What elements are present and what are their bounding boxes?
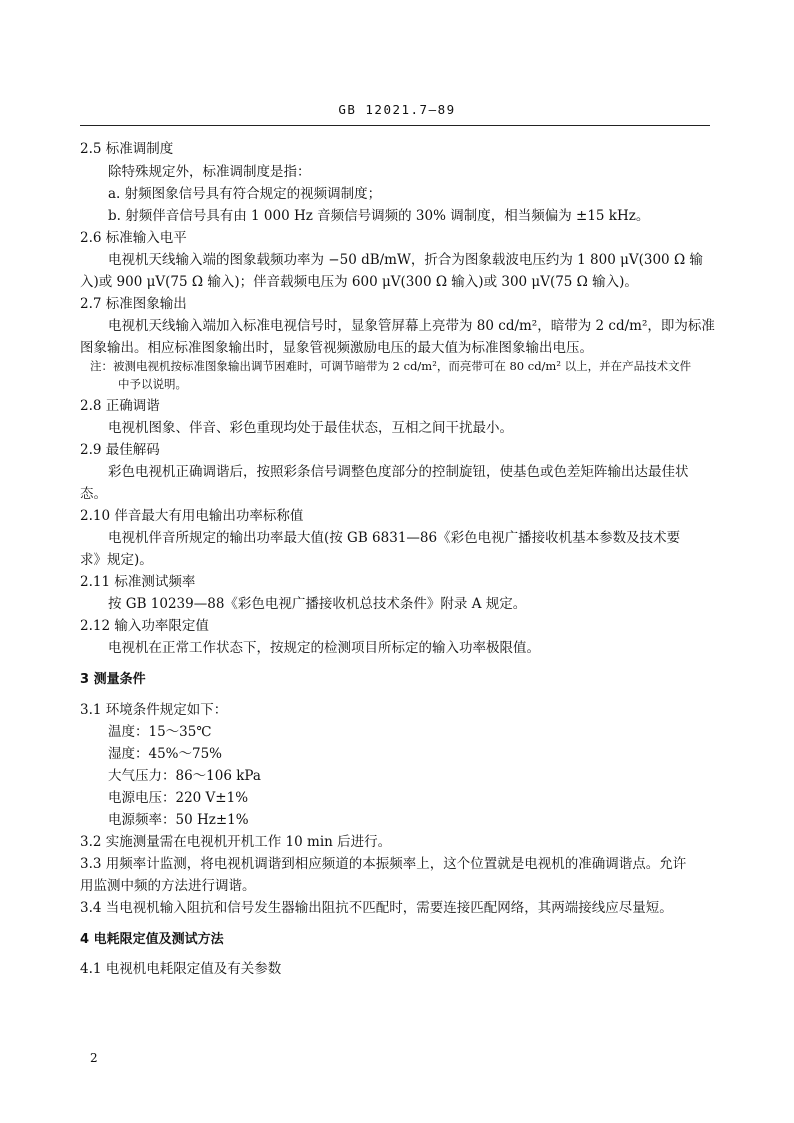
heading-2-12: 2.12 输入功率限定值 bbox=[80, 618, 209, 634]
paragraph-line: 电视机在正常工作状态下，按规定的检测项目所标定的输入功率极限值。 bbox=[108, 640, 540, 656]
paragraph-line: 态。 bbox=[80, 486, 107, 502]
list-item-b: b. 射频伴音信号具有由 1 000 Hz 音频信号调频的 30% 调制度，相当频偏为 ±15 kHz。 bbox=[108, 208, 650, 224]
clause-3-4: 3.4 当电视机输入阻抗和信号发生器输出阻抗不匹配时，需要连接匹配网络，其两端接线应尽量短。 bbox=[80, 900, 673, 916]
heading-2-10: 2.10 伴音最大有用电输出功率标称值 bbox=[80, 508, 304, 524]
paragraph-line: 电视机伴音所规定的输出功率最大值(按 GB 6831—86《彩色电视广播接收机基本参数及技术要 bbox=[108, 530, 681, 546]
condition-frequency: 电源频率：50 Hz±1% bbox=[108, 812, 249, 828]
heading-2-9: 2.9 最佳解码 bbox=[80, 442, 160, 458]
section-4-title: 4 电耗限定值及测试方法 bbox=[80, 932, 224, 947]
note-line: 注：被测电视机按标准图象输出调节困难时，可调节暗带为 2 cd/m²，而亮带可在 80 cd/m² 以上，并在产品技术文件 bbox=[90, 359, 692, 373]
heading-2-5: 2.5 标准调制度 bbox=[80, 141, 174, 157]
condition-temperature: 温度：15～35℃ bbox=[108, 724, 212, 740]
paragraph-line: 电视机天线输入端加入标准电视信号时，显象管屏幕上亮带为 80 cd/m²，暗带为 2 cd/m²，即为标准 bbox=[108, 318, 715, 334]
list-item-a: a. 射频图象信号具有符合规定的视频调制度； bbox=[108, 186, 382, 202]
heading-4-1: 4.1 电视机电耗限定值及有关参数 bbox=[80, 961, 282, 977]
paragraph-line: 除特殊规定外，标准调制度是指： bbox=[108, 164, 311, 180]
heading-2-7: 2.7 标准图象输出 bbox=[80, 296, 187, 312]
paragraph-line: 求》规定)。 bbox=[80, 552, 153, 568]
section-3-title: 3 测量条件 bbox=[80, 672, 146, 687]
paragraph-line: 图象输出。相应标准图象输出时，显象管视频激励电压的最大值为标准图象输出电压。 bbox=[80, 340, 593, 356]
paragraph-line: 按 GB 10239—88《彩色电视广播接收机总技术条件》附录 A 规定。 bbox=[108, 596, 527, 612]
heading-3-1: 3.1 环境条件规定如下： bbox=[80, 702, 228, 718]
paragraph-line: 电视机图象、伴音、彩色重现均处于最佳状态，互相之间干扰最小。 bbox=[108, 420, 513, 436]
clause-3-3: 3.3 用频率计监测，将电视机调谐到相应频道的本振频率上，这个位置就是电视机的准确调谐点。允许 bbox=[80, 856, 687, 872]
condition-humidity: 湿度：45%～75% bbox=[108, 746, 223, 762]
heading-2-6: 2.6 标准输入电平 bbox=[80, 230, 187, 246]
heading-2-11: 2.11 标准测试频率 bbox=[80, 574, 196, 590]
paragraph-line: 电视机天线输入端的图象载频功率为 −50 dB/mW，折合为图象载波电压约为 1 800 μV(300 Ω 输 bbox=[108, 252, 703, 268]
header-rule bbox=[80, 125, 710, 126]
paragraph-line: 入)或 900 μV(75 Ω 输入)；伴音载频电压为 600 μV(300 Ω 输入)或 300 μV(75 Ω 输入)。 bbox=[80, 274, 638, 290]
page-number: 2 bbox=[90, 1051, 98, 1065]
heading-2-8: 2.8 正确调谐 bbox=[80, 398, 160, 414]
condition-pressure: 大气压力：86～106 kPa bbox=[108, 768, 261, 784]
note-line: 中予以说明。 bbox=[118, 377, 187, 391]
paragraph-line: 彩色电视机正确调谐后，按照彩条信号调整色度部分的控制旋钮，使基色或色差矩阵输出达最佳状 bbox=[108, 464, 689, 480]
document-header-code: GB 12021.7—89 bbox=[338, 102, 456, 117]
condition-voltage: 电源电压：220 V±1% bbox=[108, 790, 249, 806]
paragraph-line: 用监测中频的方法进行调谐。 bbox=[80, 878, 256, 894]
clause-3-2: 3.2 实施测量需在电视机开机工作 10 min 后进行。 bbox=[80, 834, 392, 850]
